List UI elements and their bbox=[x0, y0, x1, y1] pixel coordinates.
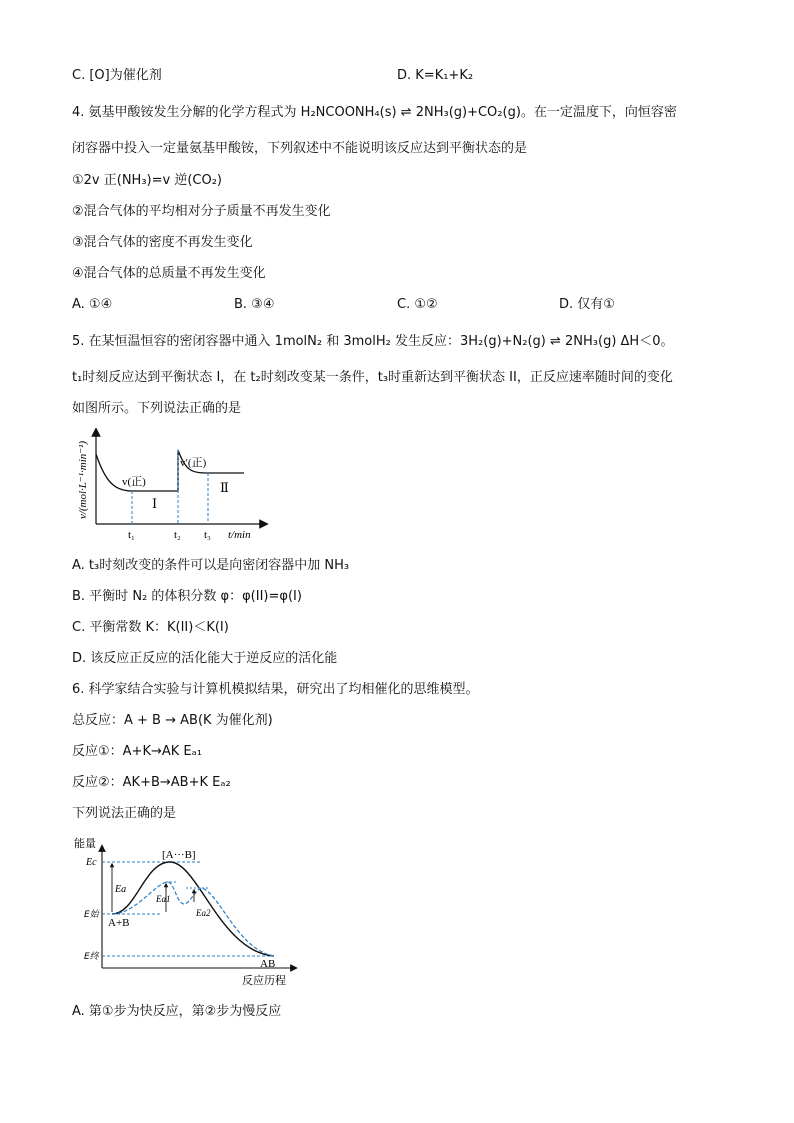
q5-tick-t2: t₂ bbox=[174, 529, 181, 541]
q5-x-axis-label: t/min bbox=[228, 529, 251, 541]
q5-option-d: D. 该反应正反应的活化能大于逆反应的活化能 bbox=[72, 651, 338, 666]
q6-y-axis-label: 能量 bbox=[74, 837, 96, 850]
q4-stem-line2: 闭容器中投入一定量氨基甲酸铵，下列叙述中不能说明该反应达到平衡状态的是 bbox=[72, 141, 528, 156]
q6-prompt: 下列说法正确的是 bbox=[72, 806, 177, 821]
q6-label-end: E终 bbox=[84, 952, 99, 962]
q3-option-c: C. [O]为催化剂 bbox=[72, 68, 162, 83]
q6-label-ea1: Ea1 bbox=[156, 894, 171, 904]
q6-option-a: A. 第①步为快反应，第②步为慢反应 bbox=[72, 1004, 282, 1019]
q6-label-reactants: A+B bbox=[108, 917, 130, 929]
q5-label-vprime: v′(正) bbox=[180, 457, 207, 469]
q6-label-transition-state: [A···B] bbox=[162, 849, 196, 861]
q3-option-d: D. K=K₁+K₂ bbox=[397, 68, 474, 83]
q6-reaction-2: 反应②：AK+B→AB+K Eₐ₂ bbox=[72, 775, 231, 790]
q6-total-reaction: 总反应：A + B → AB(K 为催化剂) bbox=[72, 713, 273, 728]
q6-stem: 6. 科学家结合实验与计算机模拟结果，研究出了均相催化的思维模型。 bbox=[72, 682, 479, 697]
q4-stem-line1: 4. 氨基甲酸铵发生分解的化学方程式为 H₂NCOONH₄(s) ⇌ 2NH₃(g)+CO₂(g)。在一定温度下，向恒容密 bbox=[72, 105, 677, 120]
q6-energy-diagram bbox=[70, 834, 310, 992]
q4-option-c: C. ①② bbox=[397, 297, 438, 312]
q6-uncatalyzed-curve bbox=[112, 862, 274, 956]
q4-item-4: ④混合气体的总质量不再发生变化 bbox=[72, 266, 266, 281]
q4-option-b: B. ③④ bbox=[234, 297, 275, 312]
q5-option-c: C. 平衡常数 K：K(II)＜K(I) bbox=[72, 620, 229, 635]
q6-x-axis-label: 反应历程 bbox=[242, 974, 286, 987]
q5-tick-t1: t₁ bbox=[128, 529, 135, 541]
q5-y-axis-label: v/(mol·L⁻¹·min⁻¹) bbox=[77, 440, 89, 520]
q5-tick-t3: t₃ bbox=[204, 529, 211, 541]
q5-label-state-2: Ⅱ bbox=[220, 480, 229, 495]
q5-option-a: A. t₃时刻改变的条件可以是向密闭容器中加 NH₃ bbox=[72, 558, 350, 573]
q5-stem-line1: 5. 在某恒温恒容的密闭容器中通入 1molN₂ 和 3molH₂ 发生反应：3H₂(g)+N₂(g) ⇌ 2NH₃(g) ΔH＜0。 bbox=[72, 334, 674, 349]
q4-item-1: ①2v 正(NH₃)=v 逆(CO₂) bbox=[72, 173, 222, 188]
q6-label-ea: Ea bbox=[115, 884, 127, 895]
q6-label-start: E始 bbox=[84, 910, 99, 920]
q4-item-2: ②混合气体的平均相对分子质量不再发生变化 bbox=[72, 204, 331, 219]
q6-reaction-1: 反应①：A+K→AK Eₐ₁ bbox=[72, 744, 202, 759]
q5-stem-line2: t₁时刻反应达到平衡状态 I，在 t₂时刻改变某一条件，t₃时重新达到平衡状态 II，正反应速率随时间的变化 bbox=[72, 370, 673, 385]
q4-option-a: A. ①④ bbox=[72, 297, 113, 312]
q6-label-ea2: Ea2 bbox=[196, 908, 211, 918]
q5-label-v: v(正) bbox=[122, 476, 146, 488]
q5-option-b: B. 平衡时 N₂ 的体积分数 φ：φ(II)=φ(I) bbox=[72, 589, 302, 604]
q4-item-3: ③混合气体的密度不再发生变化 bbox=[72, 235, 253, 250]
q5-stem-line3: 如图所示。下列说法正确的是 bbox=[72, 401, 242, 416]
q6-label-ec: Ec bbox=[86, 857, 97, 868]
q6-label-product: AB bbox=[260, 958, 276, 970]
q5-rate-time-graph bbox=[70, 428, 270, 550]
q5-label-state-1: Ⅰ bbox=[152, 496, 158, 511]
q4-option-d: D. 仅有① bbox=[559, 297, 615, 312]
